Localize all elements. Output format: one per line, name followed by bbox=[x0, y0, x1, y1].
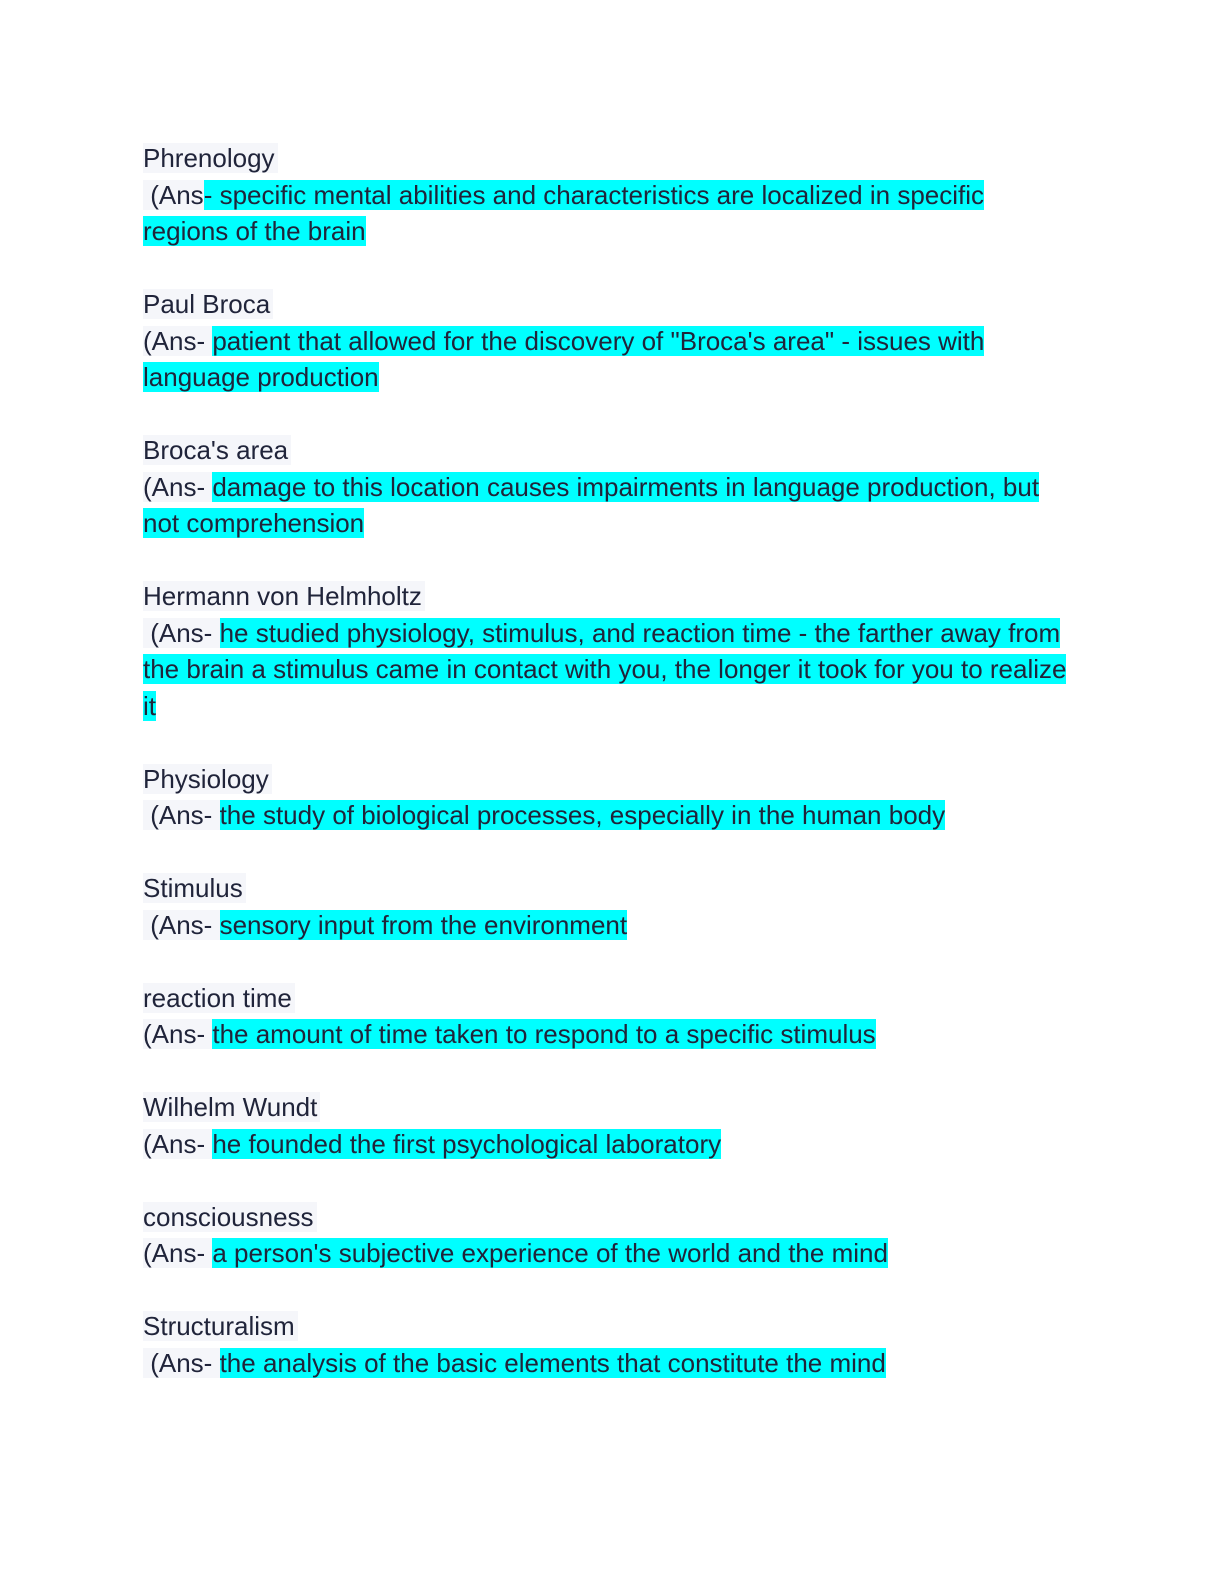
flashcard-entry bbox=[143, 1199, 1073, 1272]
answer-prefix: (Ans- bbox=[143, 1347, 220, 1378]
answer-highlighted-text: patient that allowed for the discovery of "Broca's area" - issues with language production bbox=[143, 325, 985, 392]
answer-prefix: (Ans- bbox=[143, 471, 213, 502]
term-label: Structuralism bbox=[143, 1311, 298, 1341]
term-label: Hermann von Helmholtz bbox=[143, 581, 425, 611]
answer-highlighted-text: the study of biological processes, especially in the human body bbox=[219, 800, 946, 830]
answer-highlighted-text: sensory input from the environment bbox=[219, 909, 628, 940]
answer-prefix: (Ans- bbox=[143, 909, 220, 940]
flashcard-entry bbox=[143, 432, 1073, 542]
answer-prefix: (Ans- bbox=[143, 1128, 213, 1159]
flashcard-entry bbox=[143, 578, 1073, 724]
answer-highlighted-text: - specific mental abilities and characteristics are localized in specific regions of the brain bbox=[143, 179, 985, 246]
flashcard-entry bbox=[143, 980, 1073, 1053]
term-label: Paul Broca bbox=[143, 289, 273, 319]
term-label: reaction time bbox=[143, 983, 295, 1013]
answer-highlighted-text: a person's subjective experience of the world and the mind bbox=[212, 1238, 888, 1268]
flashcard-entry bbox=[143, 286, 1073, 396]
flashcard-entry bbox=[143, 140, 1073, 250]
flashcard-entry bbox=[143, 761, 1073, 834]
term-label: Broca's area bbox=[143, 435, 291, 465]
term-label: Wilhelm Wundt bbox=[143, 1092, 320, 1122]
document-page bbox=[143, 140, 1073, 1418]
answer-highlighted-text: he founded the first psychological laboratory bbox=[212, 1128, 722, 1159]
term-label: Stimulus bbox=[143, 873, 246, 903]
answer-highlighted-text: damage to this location causes impairments in language production, but not comprehension bbox=[143, 471, 1040, 538]
answer-prefix: (Ans bbox=[143, 179, 204, 210]
flashcard-entry bbox=[143, 1308, 1073, 1381]
flashcard-entry bbox=[143, 870, 1073, 943]
answer-highlighted-text: the analysis of the basic elements that constitute the mind bbox=[219, 1347, 886, 1378]
term-label: Physiology bbox=[143, 764, 272, 794]
answer-prefix: (Ans- bbox=[143, 800, 220, 830]
answer-prefix: (Ans- bbox=[143, 1019, 213, 1049]
answer-prefix: (Ans- bbox=[143, 325, 213, 356]
answer-prefix: (Ans- bbox=[143, 617, 220, 648]
answer-prefix: (Ans- bbox=[143, 1238, 213, 1268]
flashcard-entry bbox=[143, 1089, 1073, 1162]
answer-highlighted-text: the amount of time taken to respond to a specific stimulus bbox=[212, 1019, 876, 1049]
term-label: consciousness bbox=[143, 1202, 317, 1232]
term-label: Phrenology bbox=[143, 143, 278, 173]
answer-highlighted-text: he studied physiology, stimulus, and reaction time - the farther away from the brain a stimulus came in contact with you, the longer it took for you to realize it bbox=[143, 617, 1067, 721]
